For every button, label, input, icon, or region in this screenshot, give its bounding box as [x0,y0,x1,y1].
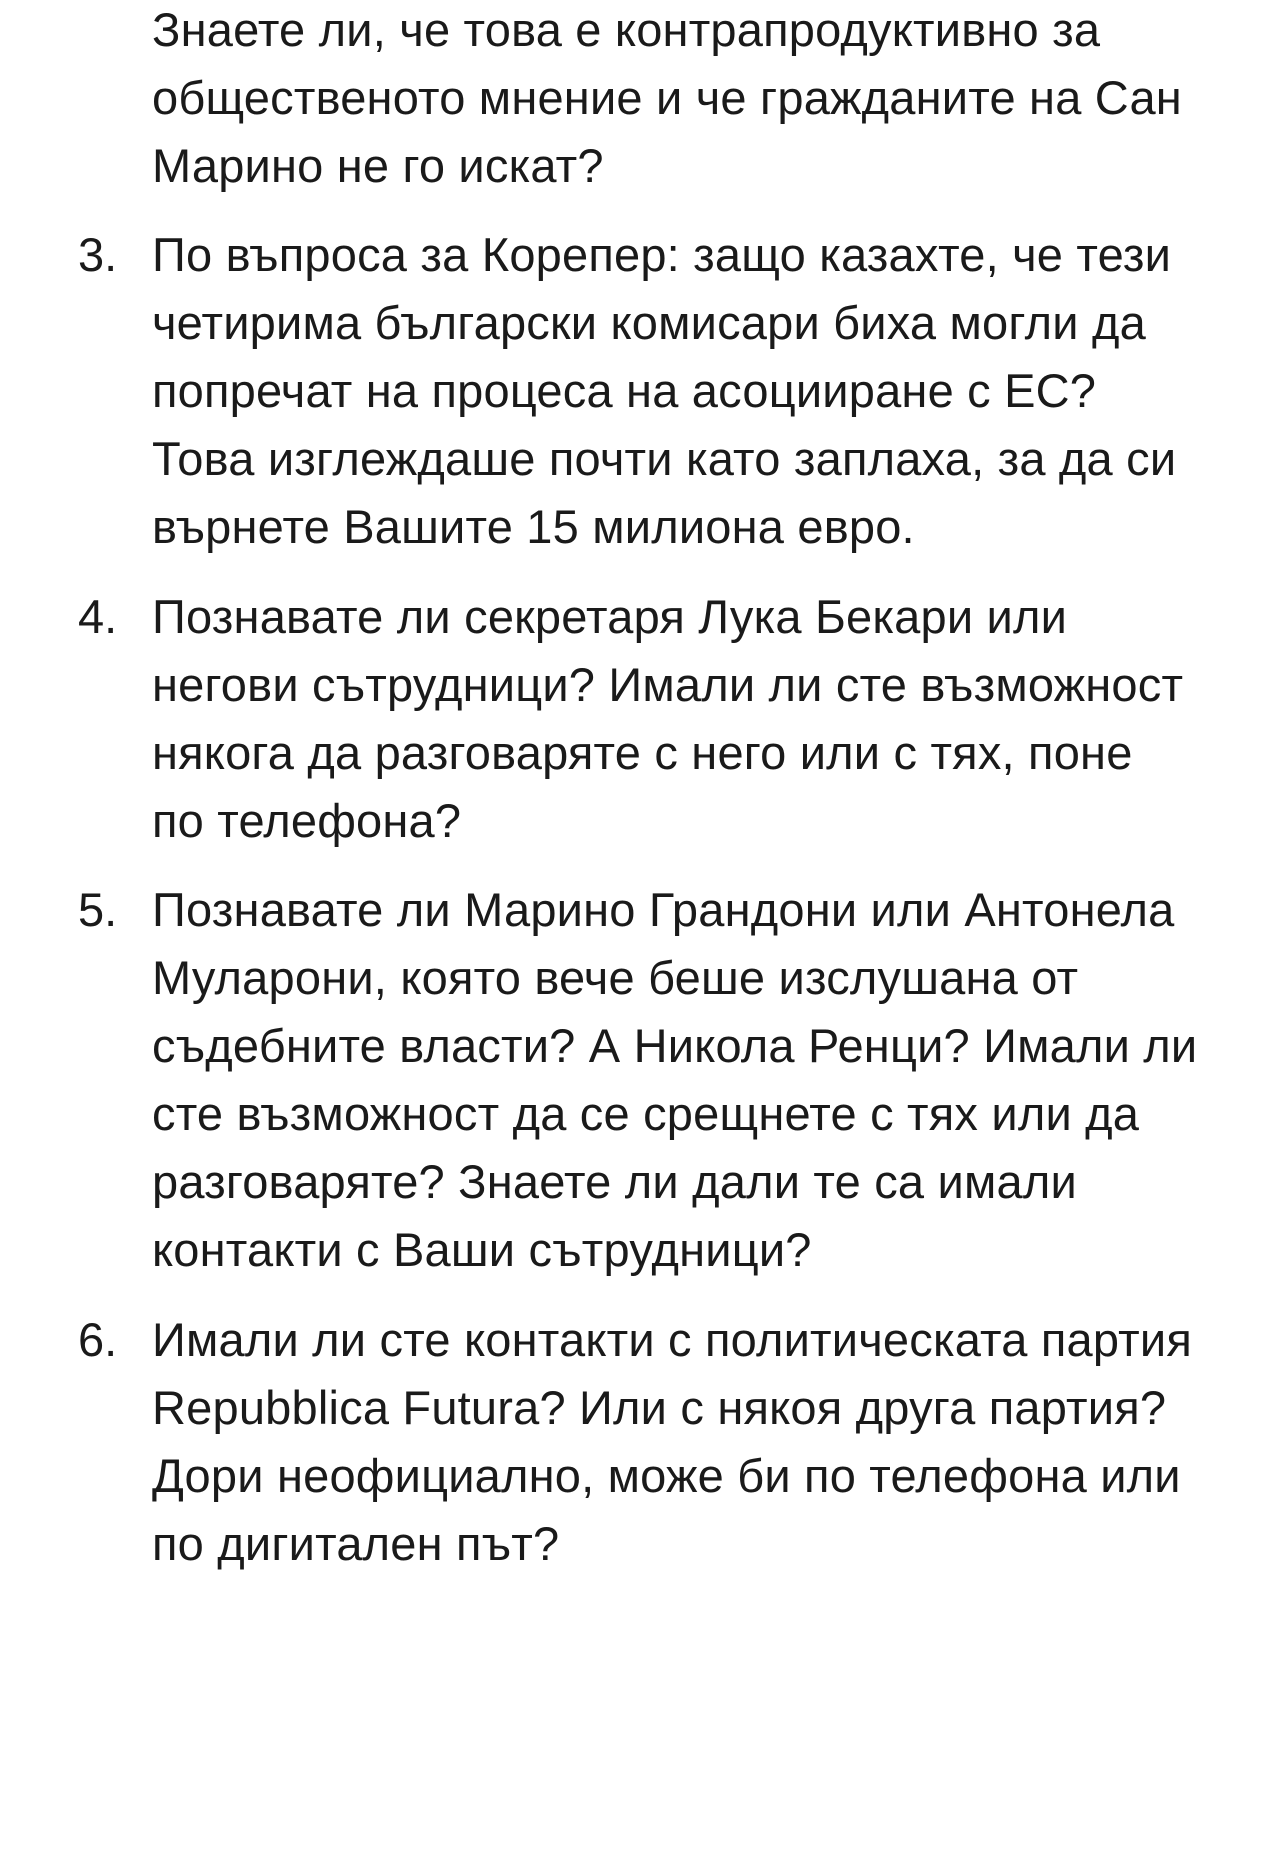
list-item-line: по дигитален път? [152,1517,560,1570]
list-item-number: 6. [78,1313,118,1366]
list-item-number: 4. [78,590,118,643]
intro-line: Марино не го искат? [152,139,604,192]
list-item-line: Имали ли сте контакти с политическата партия [152,1313,1192,1366]
list-item-line: върнете Вашите 15 милиона евро. [152,500,915,553]
intro-line: Знаете ли, че това е контрапродуктивно за [152,3,1101,56]
list-item-line: негови сътрудници? Имали ли сте възможност [152,658,1184,711]
list-item-line: по телефона? [152,794,462,847]
list-item-line: попречат на процеса на асоцииране с ЕС? [152,364,1097,417]
list-item-line: Repubblica Futura? Или с някоя друга партия? [152,1381,1167,1434]
list-item-line: Познавате ли Марино Грандони или Антонела [152,883,1175,936]
list-item-line: Муларони, която вече беше изслушана от [152,951,1079,1004]
list-item-line: Дори неофициално, може би по телефона или [152,1449,1181,1502]
list-item-line: някога да разговаряте с него или с тях, поне [152,726,1133,779]
intro-line: общественото мнение и че гражданите на Сан [152,71,1182,124]
list-item-line: четирима български комисари биха могли да [152,296,1146,349]
list-item-line: сте възможност да се срещнете с тях или да [152,1087,1140,1140]
list-item-line: разговаряте? Знаете ли дали те са имали [152,1155,1077,1208]
list-item-line: Това изглеждаше почти като заплаха, за да си [152,432,1177,485]
list-item-number: 5. [78,883,118,936]
list-item-line: Познавате ли секретаря Лука Бекари или [152,590,1068,643]
list-item-line: съдебните власти? А Никола Ренци? Имали ли [152,1019,1198,1072]
list-item-line: По въпроса за Корепер: защо казахте, че тези [152,228,1172,281]
list-item-number: 3. [78,228,118,281]
list-item-line: контакти с Ваши сътрудници? [152,1223,812,1276]
